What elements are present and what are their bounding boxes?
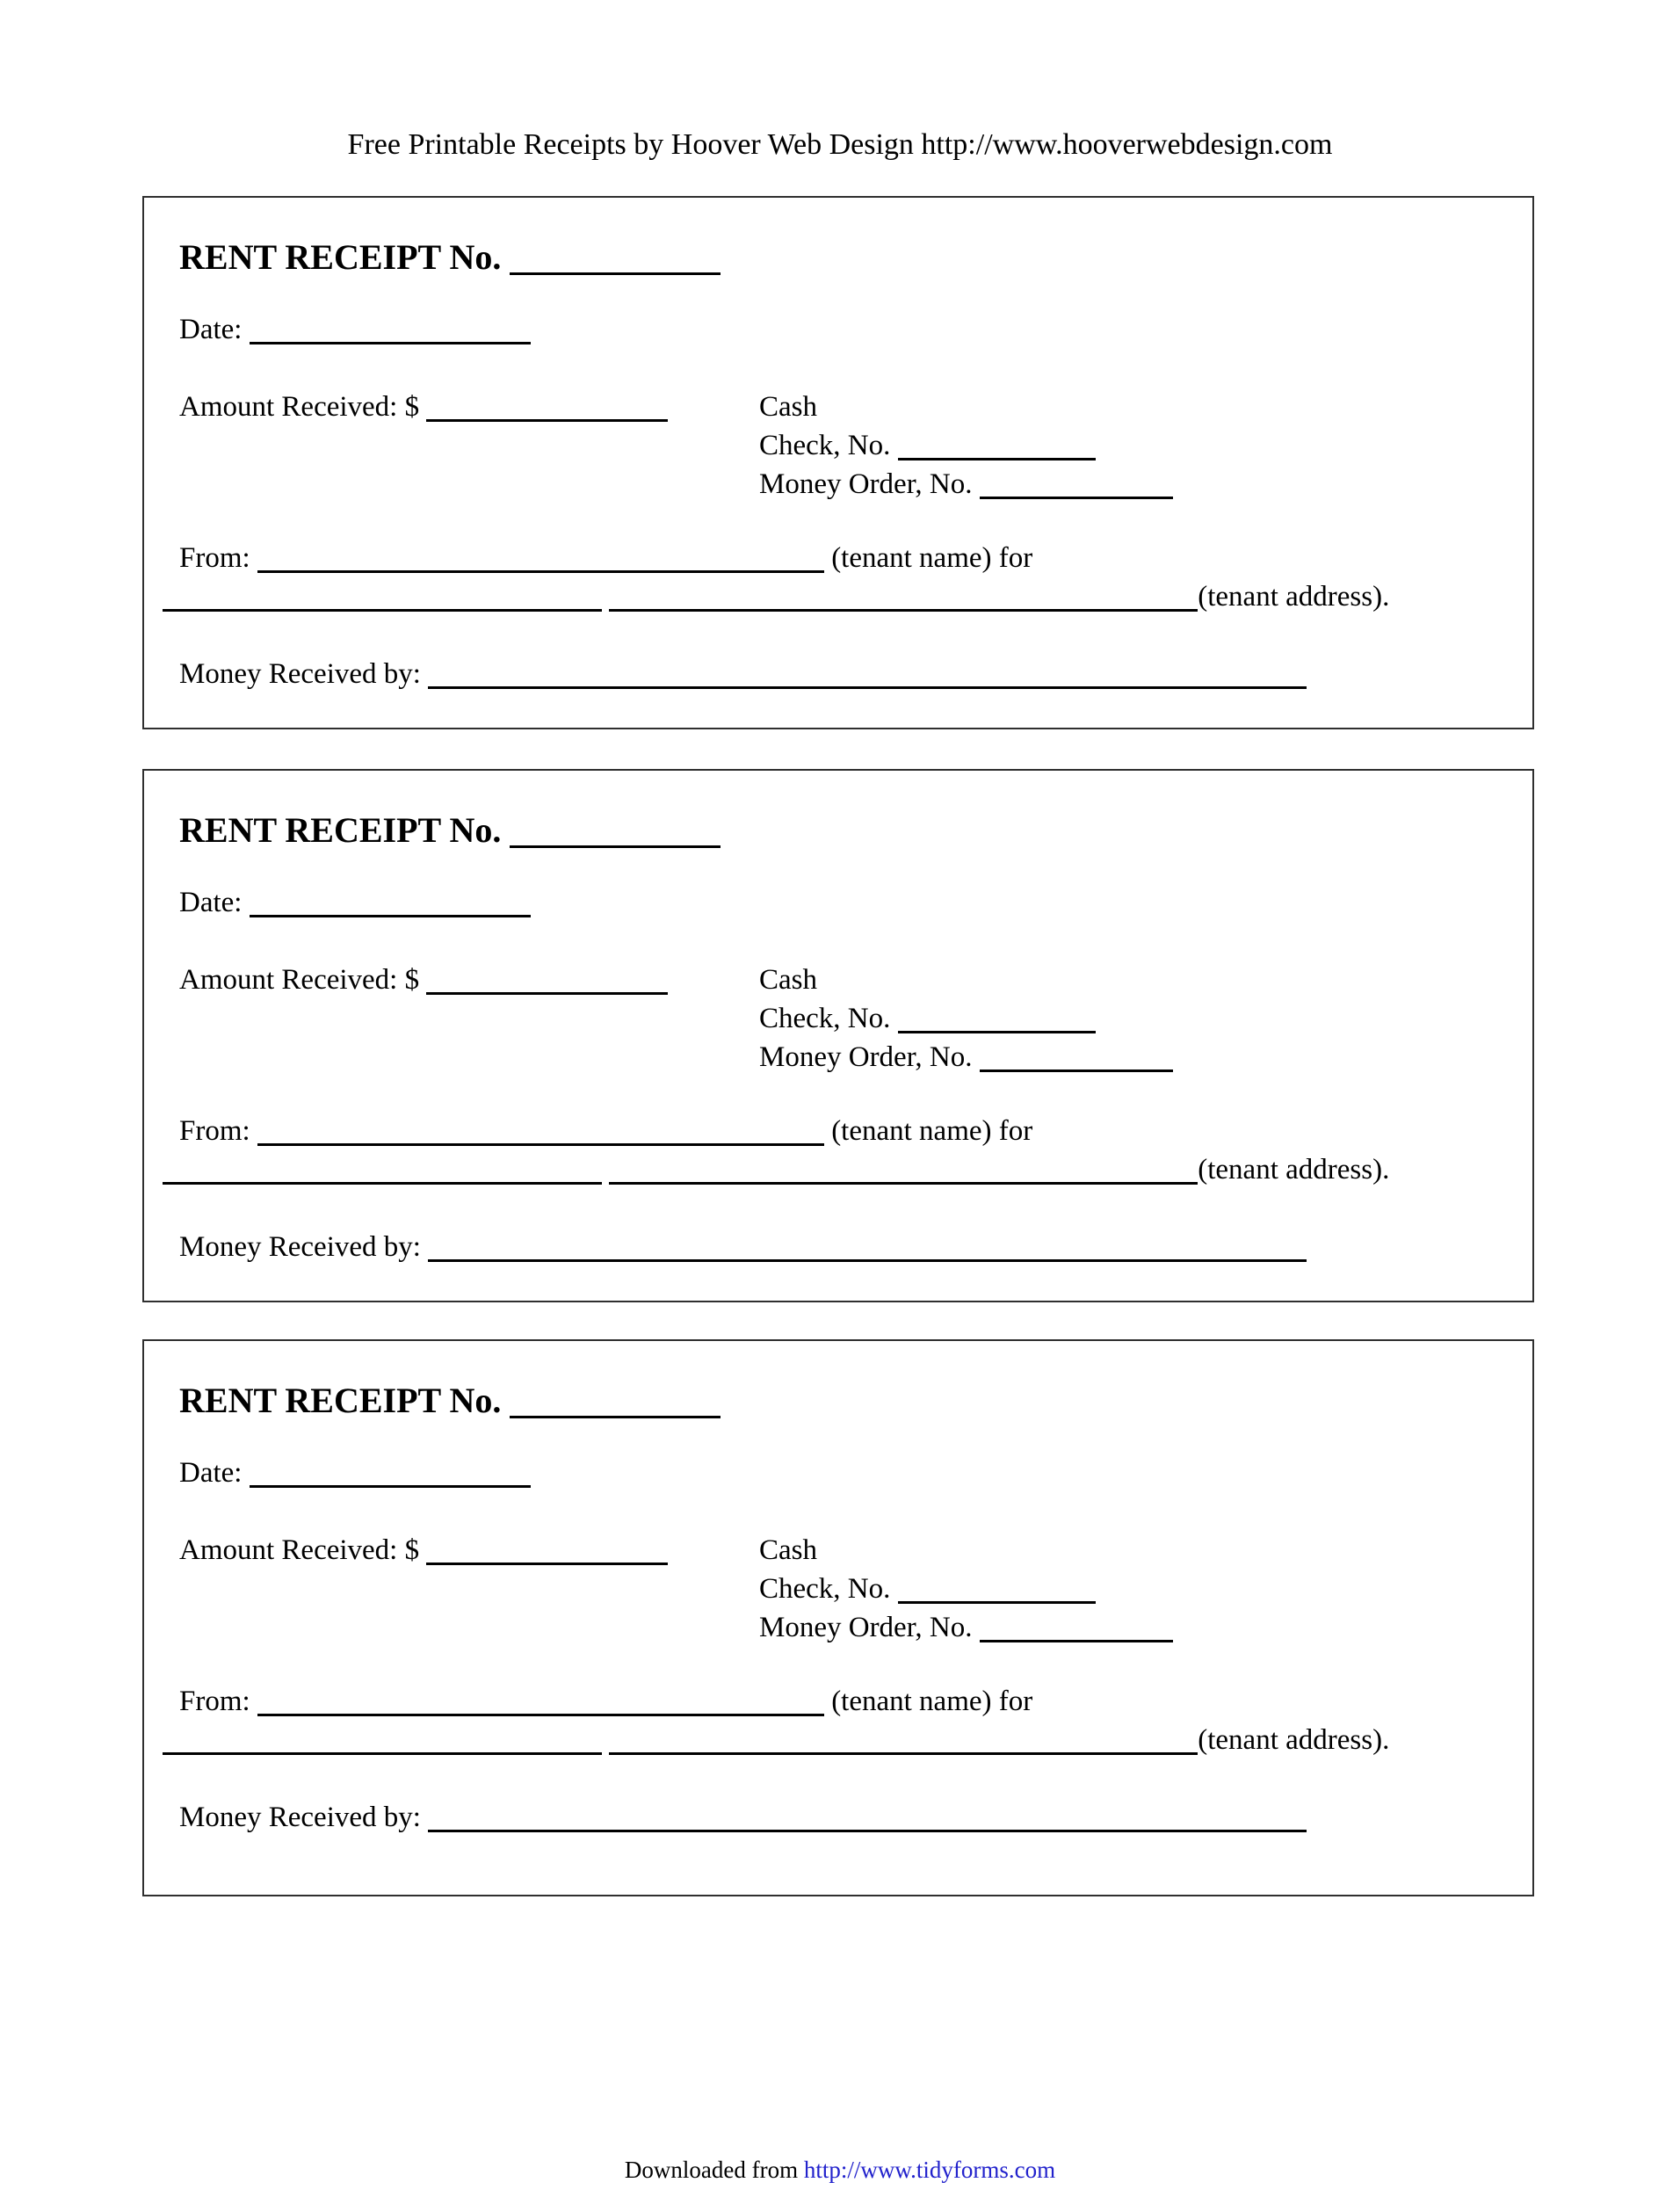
- cash-option: [759, 388, 1173, 426]
- date-row: [179, 883, 1497, 922]
- amount-received: [179, 961, 759, 999]
- received-by-line: [428, 1830, 1307, 1832]
- date-label: Date:: [179, 1457, 243, 1489]
- rent-receipt-box-2: [142, 769, 1534, 1302]
- amount-line: [426, 1563, 668, 1565]
- tenant-address-suffix: (tenant address).: [1198, 1154, 1390, 1186]
- header-text: Free Printable Receipts by Hoover Web Design http://www.hooverwebdesign.com: [347, 128, 1333, 161]
- tenant-address-line-1: [163, 1752, 602, 1755]
- money-order-option: [759, 1038, 1173, 1077]
- receipt-title: RENT RECEIPT No.: [179, 810, 502, 850]
- cash-label: Cash: [759, 391, 817, 423]
- cash-option: [759, 961, 1173, 999]
- receipt-number-line: [510, 272, 721, 275]
- rent-receipt-box-3: [142, 1339, 1534, 1896]
- check-number-line: [898, 1031, 1096, 1033]
- footer-text: Downloaded from: [624, 2157, 799, 2183]
- money-order-option: [759, 1608, 1173, 1647]
- payment-method-column: [759, 388, 1173, 504]
- check-label: Check, No.: [759, 430, 891, 461]
- tenant-address-suffix: (tenant address).: [1198, 1724, 1390, 1756]
- tenant-address-suffix: (tenant address).: [1198, 581, 1390, 613]
- receipt-title: RENT RECEIPT No.: [179, 237, 502, 277]
- received-by-label: Money Received by:: [179, 1231, 421, 1263]
- from-row: [179, 1112, 1497, 1150]
- amount-received: [179, 388, 759, 426]
- received-by-row: [179, 1228, 1497, 1266]
- money-order-number-line: [980, 1640, 1173, 1642]
- tenant-name-line: [257, 570, 824, 573]
- tidyforms-link[interactable]: http://www.tidyforms.com: [803, 2157, 1056, 2183]
- page-header: [0, 0, 1680, 164]
- received-by-line: [428, 1259, 1307, 1262]
- date-line: [250, 1485, 531, 1488]
- tenant-name-line: [257, 1143, 824, 1146]
- tenant-address-line-2: [609, 1752, 1198, 1755]
- received-by-label: Money Received by:: [179, 658, 421, 690]
- received-by-row: [179, 1798, 1497, 1837]
- payment-method-column: [759, 1531, 1173, 1647]
- check-number-line: [898, 458, 1096, 460]
- rent-receipt-box-1: [142, 196, 1534, 729]
- received-by-row: [179, 655, 1497, 693]
- tenant-address-row: [163, 1150, 1497, 1189]
- receipt-number-line: [510, 1416, 721, 1418]
- cash-label: Cash: [759, 1534, 817, 1566]
- cash-label: Cash: [759, 964, 817, 996]
- amount-label: Amount Received: $: [179, 1534, 420, 1566]
- from-label: From:: [179, 1686, 250, 1717]
- from-label: From:: [179, 542, 250, 574]
- check-number-line: [898, 1601, 1096, 1604]
- money-order-label: Money Order, No.: [759, 468, 973, 500]
- date-line: [250, 915, 531, 917]
- payment-method-column: [759, 961, 1173, 1077]
- check-label: Check, No.: [759, 1003, 891, 1034]
- tenant-address-row: [163, 577, 1497, 616]
- check-option: [759, 1570, 1173, 1608]
- money-order-label: Money Order, No.: [759, 1041, 973, 1073]
- receipt-heading: [179, 1381, 1497, 1420]
- tenant-address-line-1: [163, 609, 602, 612]
- amount-row: [179, 388, 1497, 504]
- cash-option: [759, 1531, 1173, 1570]
- money-order-number-line: [980, 1069, 1173, 1072]
- amount-line: [426, 419, 668, 422]
- received-by-line: [428, 686, 1307, 689]
- tenant-address-row: [163, 1721, 1497, 1759]
- tenant-address-line-2: [609, 1182, 1198, 1185]
- tenant-name-line: [257, 1714, 824, 1716]
- tenant-name-suffix: (tenant name) for: [831, 1115, 1033, 1147]
- receipt-title: RENT RECEIPT No.: [179, 1381, 502, 1420]
- amount-row: [179, 1531, 1497, 1647]
- amount-received: [179, 1531, 759, 1570]
- amount-row: [179, 961, 1497, 1077]
- amount-label: Amount Received: $: [179, 964, 420, 996]
- check-option: [759, 426, 1173, 465]
- tenant-name-suffix: (tenant name) for: [831, 1686, 1033, 1717]
- receipt-heading: [179, 811, 1497, 850]
- date-label: Date:: [179, 314, 243, 345]
- tenant-name-suffix: (tenant name) for: [831, 542, 1033, 574]
- date-line: [250, 342, 531, 344]
- amount-line: [426, 992, 668, 995]
- page-footer: [0, 2155, 1680, 2185]
- amount-label: Amount Received: $: [179, 391, 420, 423]
- receipt-number-line: [510, 845, 721, 848]
- money-order-number-line: [980, 497, 1173, 499]
- receipt-heading: [179, 238, 1497, 277]
- tenant-address-line-1: [163, 1182, 602, 1185]
- date-row: [179, 310, 1497, 349]
- money-order-label: Money Order, No.: [759, 1612, 973, 1643]
- money-order-option: [759, 465, 1173, 504]
- check-option: [759, 999, 1173, 1038]
- date-row: [179, 1454, 1497, 1492]
- from-row: [179, 539, 1497, 577]
- tenant-address-line-2: [609, 609, 1198, 612]
- from-label: From:: [179, 1115, 250, 1147]
- from-row: [179, 1682, 1497, 1721]
- date-label: Date:: [179, 887, 243, 918]
- received-by-label: Money Received by:: [179, 1802, 421, 1833]
- check-label: Check, No.: [759, 1573, 891, 1605]
